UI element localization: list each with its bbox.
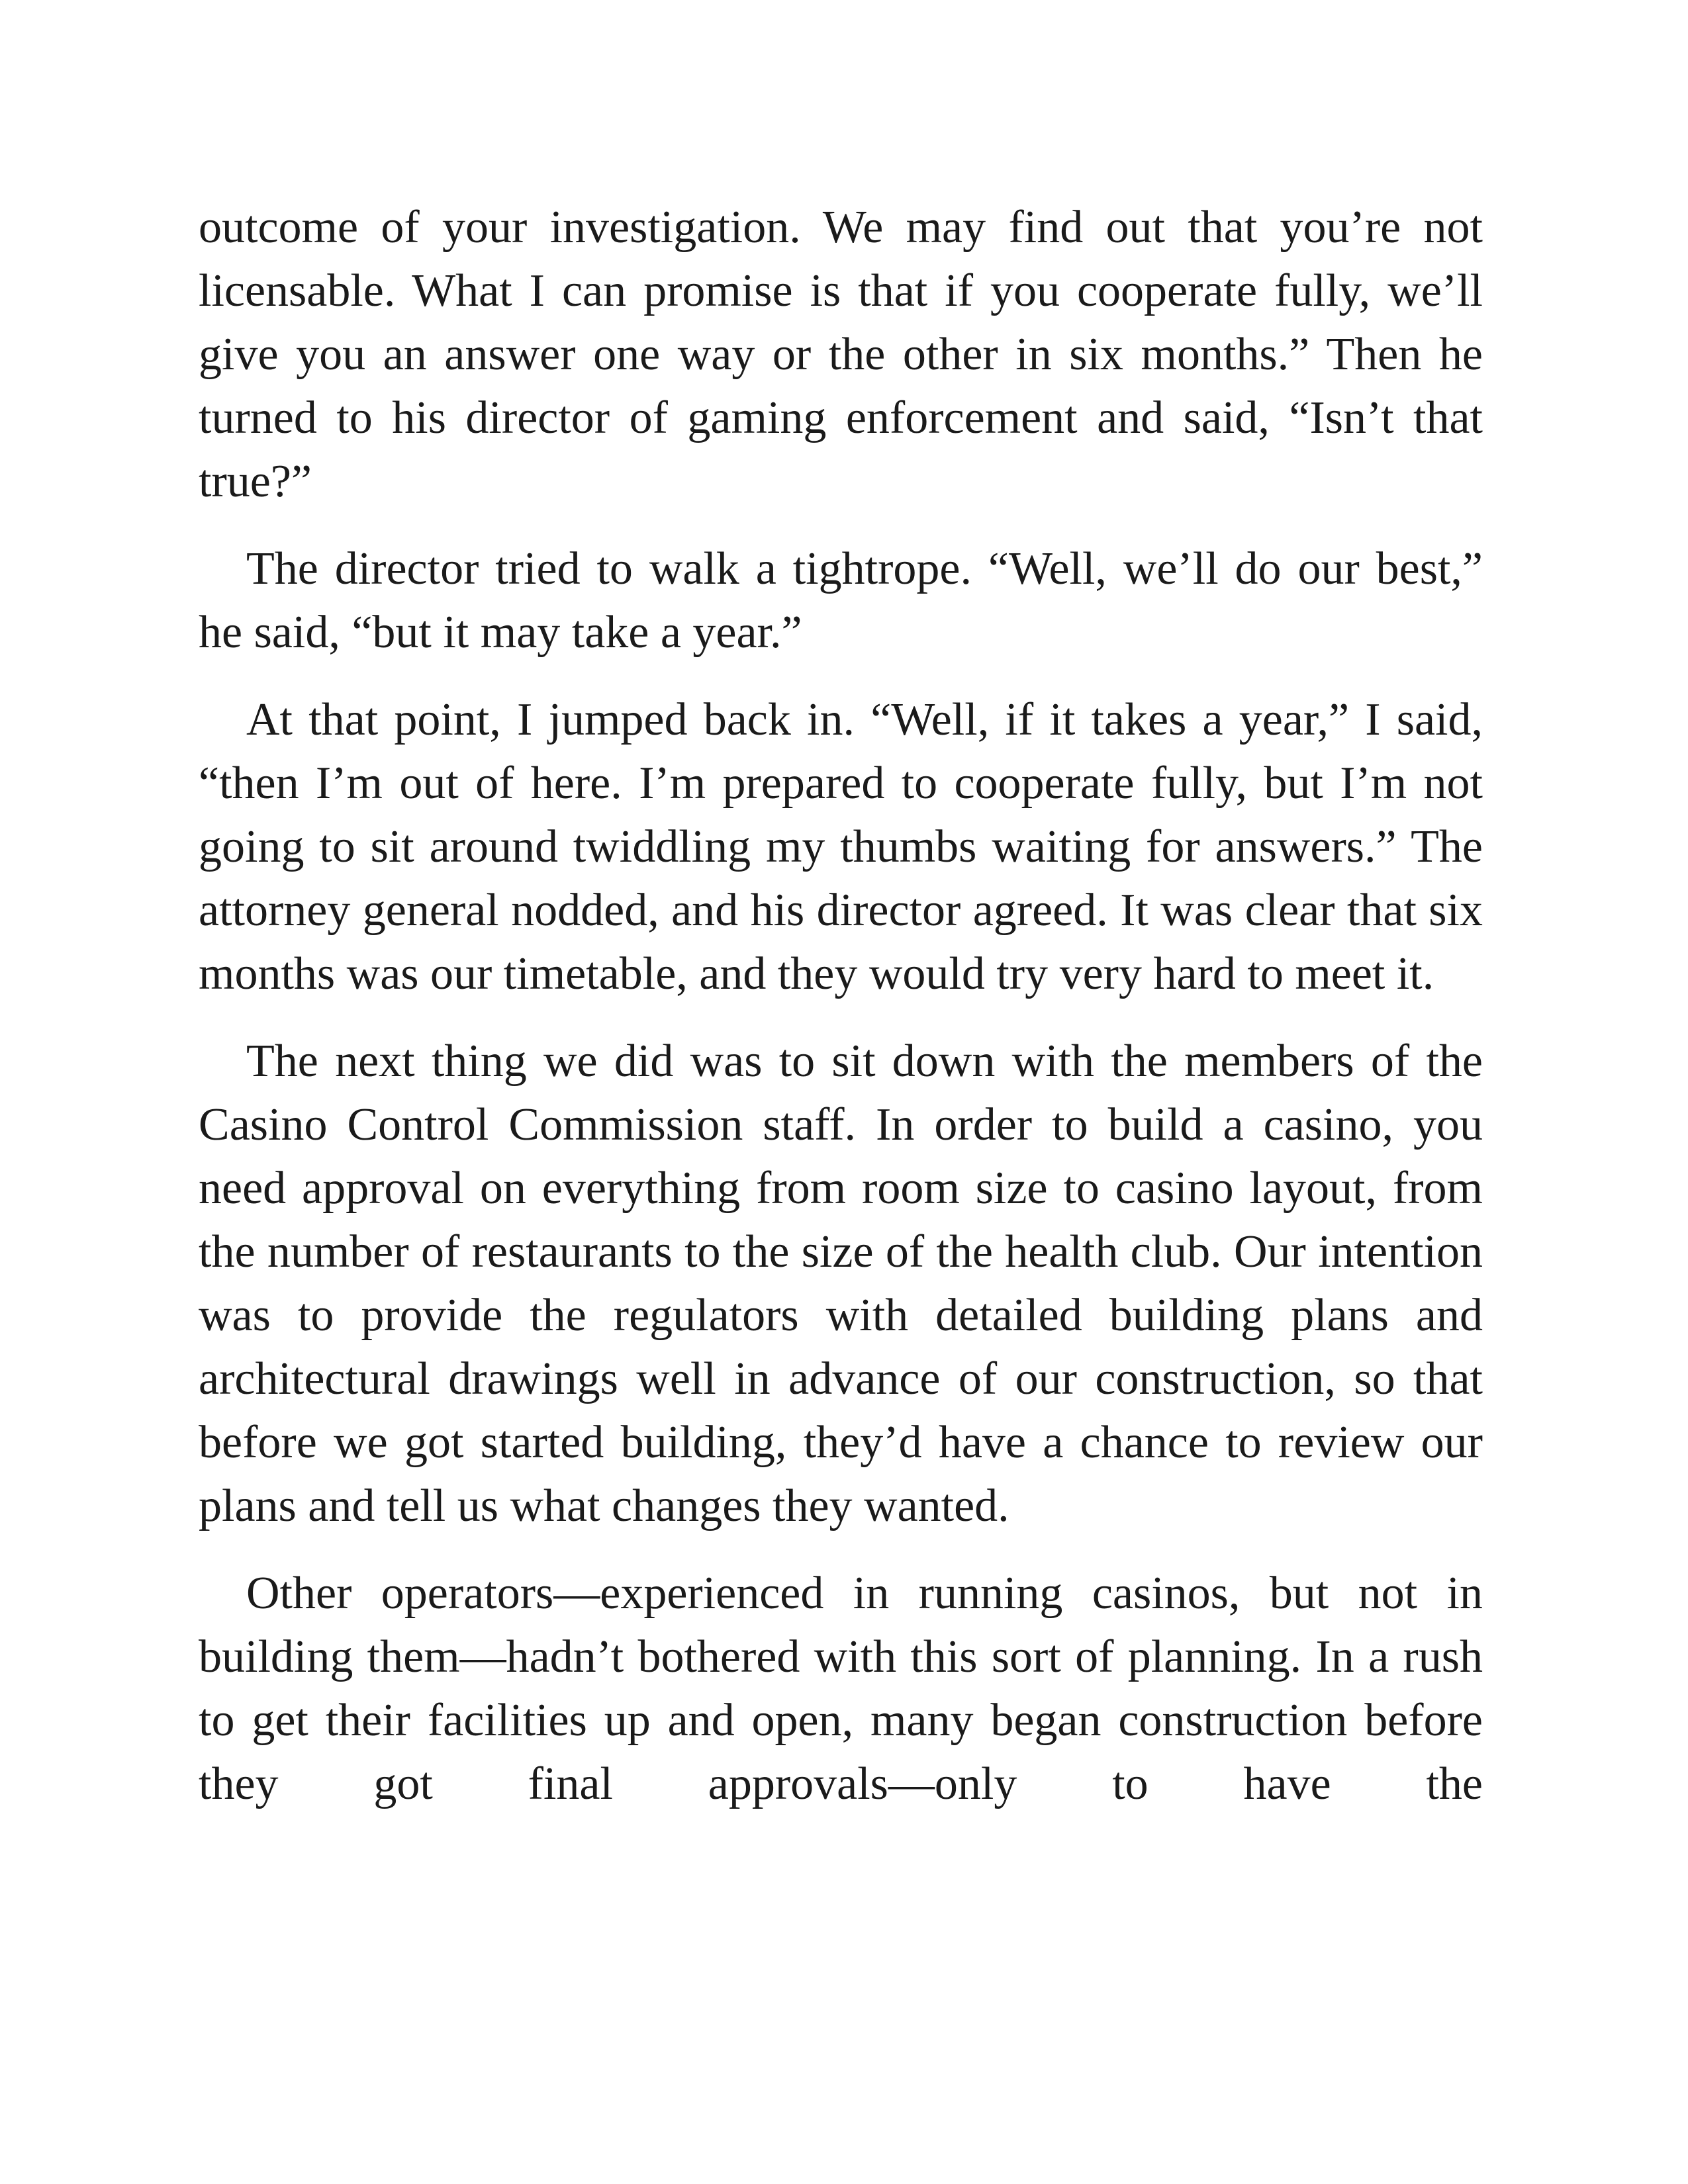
body-text	[199, 196, 1483, 1816]
paragraph: At that point, I jumped back in. “Well, if it takes a year,” I said, “then I’m out of here. I’m prepared to cooperate fully, but I’m not going to sit around twiddling my thumbs waiting for answers.” The attorney general nodded, and his director agreed. It was clear that six months was our timetable, and they would try very hard to meet it.	[199, 694, 1483, 999]
paragraph-continues: Other operators—experienced in running casinos, but not in building them—hadn’t bothered with this sort of planning. In a rush to get their facilities up and open, many began construction before they got final approvals—only to have the	[199, 1568, 1483, 1809]
paragraph: The next thing we did was to sit down with the members of the Casino Control Commission staff. In order to build a casino, you need approval on everything from room size to casino layout, from the number of restaurants to the size of the health club. Our intention was to provide the regulators with detailed building plans and architectural drawings well in advance of our construction, so that before we got started building, they’d have a chance to review our plans and tell us what changes they wanted.	[199, 1036, 1483, 1531]
paragraph-continued: outcome of your investigation. We may find out that you’re not licensable. What I can promise is that if you cooperate fully, we’ll give you an answer one way or the other in six months.” Then he turned to his director of gaming enforcement and said, “Isn’t that true?”	[199, 202, 1483, 507]
paragraph: The director tried to walk a tightrope. “Well, we’ll do our best,” he said, “but it may take a year.”	[199, 543, 1483, 658]
